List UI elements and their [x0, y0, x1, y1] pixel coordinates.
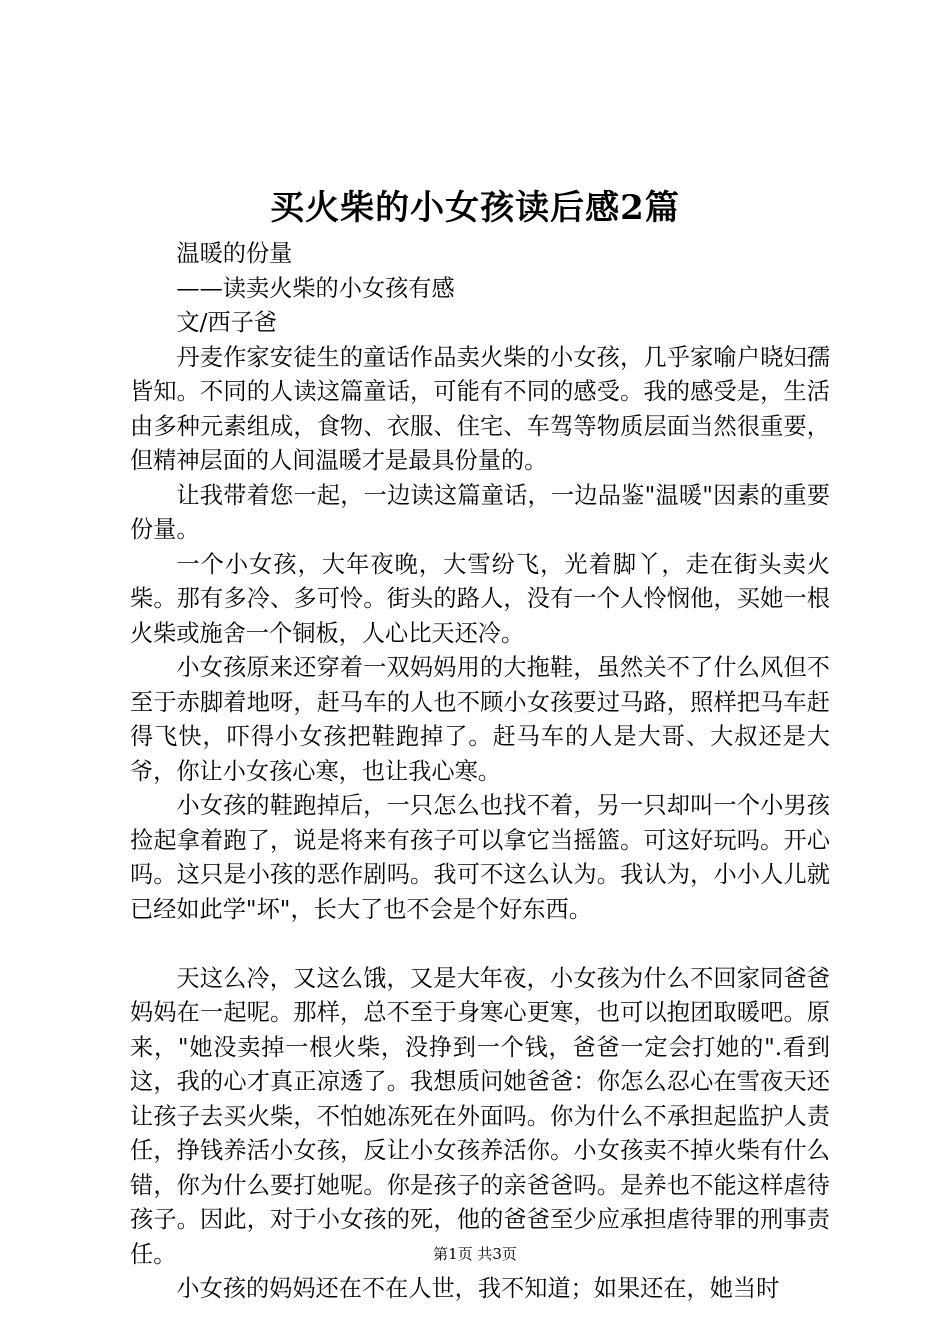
body-paragraph: 小女孩原来还穿着一双妈妈用的大拖鞋，虽然关不了什么风但不至于赤脚着地呀，赶马车的人也不顾小女孩要过马路，照样把马车赶得飞快，吓得小女孩把鞋跑掉了。赶马车的人是大哥、大叔还是大爷，你让小女孩心寒，也让我心寒。 — [130, 654, 830, 785]
body-paragraph: 小女孩的鞋跑掉后，一只怎么也找不着，另一只却叫一个小男孩捡起拿着跑了，说是将来有孩子可以拿它当摇篮。可这好玩吗。开心吗。这只是小孩的恶作剧吗。我可不这么认为。我认为，小小人儿就已经如此学"坏"，长大了也不会是个好东西。 — [130, 792, 830, 923]
document-body — [130, 237, 830, 1307]
body-paragraph: 天这么冷，又这么饿，又是大年夜，小女孩为什么不回家同爸爸妈妈在一起呢。那样，总不至于身寒心更寒，也可以抱团取暖吧。原来，"她没卖掉一根火柴，没挣到一个钱，爸爸一定会打她的".看到这，我的心才真正凉透了。我想质问她爸爸：你怎么忍心在雪夜天还让孩子去买火柴，不怕她冻死在外面吗。你为什么不承担起监护人责任，挣钱养活小女孩，反让小女孩养活你。小女孩卖不掉火柴有什么错，你为什么要打她呢。你是孩子的亲爸爸吗。是养也不能这样虐待孩子。因此，对于小女孩的死，他的爸爸至少应承担虐待罪的刑事责任。 — [130, 964, 830, 1268]
body-paragraph: 让我带着您一起，一边读这篇童话，一边品鉴"温暖"因素的重要份量。 — [130, 481, 830, 543]
body-paragraph: 丹麦作家安徒生的童话作品卖火柴的小女孩，几乎家喻户晓妇孺皆知。不同的人读这篇童话，可能有不同的感受。我的感受是，生活由多种元素组成，食物、衣服、住宅、车驾等物质层面当然很重要，但精神层面的人间温暖才是最具份量的。 — [130, 343, 830, 474]
author-line: 文/西子爸 — [176, 309, 277, 336]
document-title: 买火柴的小女孩读后感2篇 — [270, 188, 680, 228]
paragraph-spacer — [130, 927, 830, 962]
subtitle-line: ——读卖火柴的小女孩有感 — [176, 274, 455, 302]
body-paragraph: 小女孩的妈妈还在不在人世，我不知道；如果还在，她当时 — [176, 1275, 780, 1302]
subtitle-heading: 温暖的份量 — [176, 240, 293, 267]
body-paragraph: 一个小女孩，大年夜晚，大雪纷飞，光着脚丫，走在街头卖火柴。那有多冷、多可怜。街头的路人，没有一个人怜悯他，买她一根火柴或施舍一个铜板，人心比天还冷。 — [130, 550, 830, 647]
page-footer: 第1页 共3页 — [433, 1245, 517, 1263]
